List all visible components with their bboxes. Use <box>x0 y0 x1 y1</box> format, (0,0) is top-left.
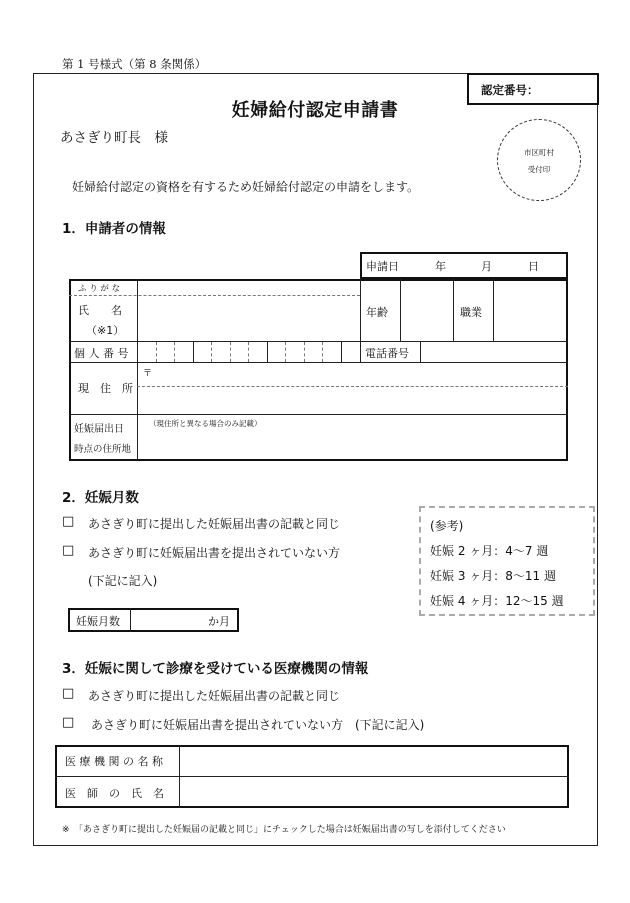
name-label: 氏 名 <box>78 304 122 317</box>
table-divider <box>493 279 494 341</box>
section3-heading: 3．妊娠に関して診療を受けている医療機関の情報 <box>62 661 369 677</box>
application-date-day: 日 <box>528 260 539 273</box>
table-divider <box>69 341 568 342</box>
table-divider <box>453 279 454 341</box>
personal-number-label: 個 人 番 号 <box>74 347 129 360</box>
digit-divider <box>322 342 323 362</box>
application-date-month: 月 <box>481 260 492 273</box>
pregnancy-address-label-1: 妊娠届出日 <box>74 424 124 435</box>
pregnancy-address-note: （現住所と異なる場合のみ記載） <box>149 419 262 428</box>
table-divider <box>420 341 421 362</box>
pregnancy-months-label: 妊娠月数 <box>76 615 120 628</box>
stamp-line-1: 市区町村 <box>524 148 554 157</box>
certification-number-label: 認定番号： <box>481 83 539 97</box>
table-divider <box>137 279 138 461</box>
digit-divider <box>285 342 286 362</box>
digit-divider <box>248 342 249 362</box>
section2-option2-label: あさぎり町に妊娠届出書を提出されていない方 <box>88 546 341 560</box>
section3-option1-label: あさぎり町に提出した妊娠届出書の記載と同じ <box>88 689 341 703</box>
reference-item: 妊娠 4 ヶ月：12〜15 週 <box>430 594 564 608</box>
digit-divider <box>156 342 157 362</box>
months-divider <box>130 608 131 632</box>
intro-text: 妊婦給付認定の資格を有するため妊婦給付認定の申請をします。 <box>72 180 420 194</box>
addressee: あさぎり町長 様 <box>60 130 168 146</box>
reception-stamp-area <box>497 119 581 201</box>
postal-mark: 〒 <box>143 369 153 379</box>
phone-label: 電話番号 <box>365 347 409 360</box>
digit-divider <box>267 342 268 362</box>
table-divider <box>69 362 568 363</box>
section2-heading: 2．妊娠月数 <box>62 490 139 506</box>
name-note: （※1） <box>86 324 125 337</box>
section2-option2-sub: (下記に記入) <box>88 574 158 588</box>
doctor-name-label: 医 師 の 氏 名 <box>65 787 164 800</box>
pregnancy-months-unit: か月 <box>208 615 230 628</box>
reference-item: 妊娠 3 ヶ月：8〜11 週 <box>430 569 556 583</box>
application-date-year: 年 <box>435 260 446 273</box>
form-number: 第 1 号様式（第 8 条関係） <box>62 57 207 71</box>
furigana-divider <box>69 295 360 296</box>
section3-option1-checkbox[interactable]: □ <box>62 686 75 701</box>
reference-box <box>419 506 595 616</box>
reference-title: (参考) <box>430 519 464 533</box>
section2-option1-checkbox[interactable]: □ <box>62 514 75 529</box>
table-divider <box>69 414 568 415</box>
digit-divider <box>304 342 305 362</box>
table-divider <box>360 279 361 362</box>
pregnancy-address-label-2: 時点の住所地 <box>74 444 132 455</box>
table-divider <box>55 776 569 777</box>
section1-heading: 1．申請者の情報 <box>62 221 166 237</box>
digit-divider <box>193 342 194 362</box>
address-label: 現 住 所 <box>78 382 133 395</box>
section3-option2-label: あさぎり町に妊娠届出書を提出されていない方 (下記に記入) <box>91 718 425 732</box>
footnote: ※ 「あさぎり町に提出した妊娠届の記載と同じ」にチェックした場合は妊娠届出書の写しを添付してください <box>62 825 506 835</box>
page-title: 妊婦給付認定申請書 <box>231 100 399 121</box>
digit-divider <box>174 342 175 362</box>
digit-divider <box>230 342 231 362</box>
age-label: 年齢 <box>366 306 388 319</box>
digit-divider <box>211 342 212 362</box>
section2-option2-checkbox[interactable]: □ <box>62 543 75 558</box>
application-date-label: 申請日 <box>366 260 399 273</box>
section3-option2-checkbox[interactable]: □ <box>62 715 75 730</box>
address-divider <box>137 386 568 387</box>
furigana-label: ふ り が な <box>78 284 121 294</box>
digit-divider <box>341 342 342 362</box>
stamp-line-2: 受付印 <box>527 165 551 174</box>
section2-option1-label: あさぎり町に提出した妊娠届出書の記載と同じ <box>88 517 341 531</box>
reference-item: 妊娠 2 ヶ月：4〜7 週 <box>430 544 549 558</box>
table-divider <box>400 279 401 341</box>
institution-name-label: 医 療 機 関 の 名 称 <box>65 755 163 768</box>
occupation-label: 職業 <box>460 306 482 319</box>
